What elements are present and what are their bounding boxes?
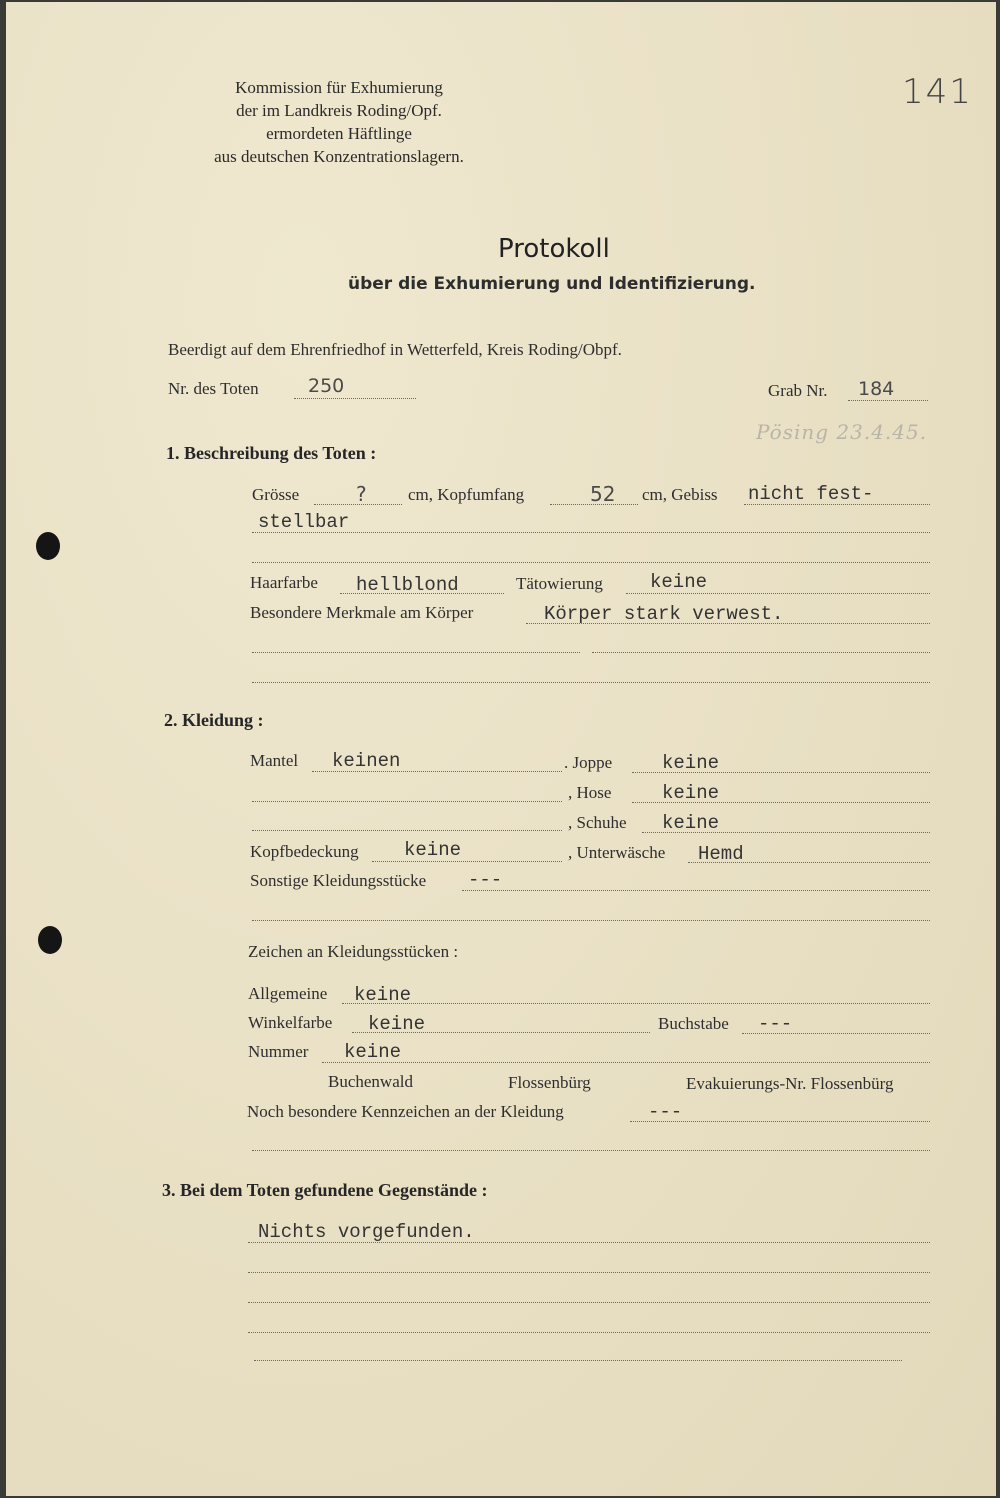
header-line: der im Landkreis Roding/Opf. bbox=[236, 101, 442, 120]
document-subtitle: über die Exhumierung und Identifizierung. bbox=[348, 274, 756, 294]
special-clothing-marks-label: Noch besondere Kennzeichen an der Kleidung bbox=[247, 1102, 564, 1121]
special-clothing-marks-value: --- bbox=[648, 1101, 683, 1123]
general-marks-label: Allgemeine bbox=[248, 984, 328, 1003]
other-clothing-label: Sonstige Kleidungsstücke bbox=[250, 871, 427, 890]
tattoo-value: keine bbox=[650, 571, 708, 593]
tattoo-label: Tätowierung bbox=[516, 574, 603, 593]
header-line: ermordeten Häftlinge bbox=[266, 124, 412, 143]
underwear-label: , Unterwäsche bbox=[568, 843, 666, 862]
letter-value: --- bbox=[758, 1013, 793, 1035]
other-clothing-value: --- bbox=[468, 869, 503, 891]
grave-number-value: 184 bbox=[858, 378, 895, 400]
clothing-marks-label: Zeichen an Kleidungsstücken : bbox=[248, 942, 459, 961]
letter-label: Buchstabe bbox=[658, 1014, 729, 1033]
number-label: Nummer bbox=[248, 1042, 309, 1061]
height-label: Grösse bbox=[252, 485, 300, 504]
jacket-label: . Joppe bbox=[564, 753, 613, 772]
teeth-value: nicht fest- bbox=[748, 483, 874, 505]
dead-number-label: Nr. des Toten bbox=[168, 379, 259, 398]
shoes-value: keine bbox=[662, 812, 720, 834]
hair-color-label: Haarfarbe bbox=[250, 573, 318, 592]
protocol-document bbox=[6, 2, 996, 1496]
burial-location: Beerdigt auf dem Ehrenfriedhof in Wetterfeld, Kreis Roding/Obpf. bbox=[168, 340, 622, 359]
shoes-label: , Schuhe bbox=[568, 813, 627, 832]
evacuation-number-label: Evakuierungs-Nr. Flossenbürg bbox=[686, 1074, 894, 1093]
trousers-label: , Hose bbox=[568, 783, 612, 802]
section-3-heading: 3. Bei dem Toten gefundene Gegenstände : bbox=[162, 1180, 488, 1200]
found-items-value: Nichts vorgefunden. bbox=[258, 1221, 475, 1243]
buchenwald-label: Buchenwald bbox=[328, 1072, 413, 1091]
teeth-label: cm, Gebiss bbox=[642, 485, 718, 504]
section-1-heading: 1. Beschreibung des Toten : bbox=[166, 443, 377, 463]
punch-hole bbox=[36, 532, 60, 560]
head-circumference-label: cm, Kopfumfang bbox=[408, 485, 525, 504]
head-circumference-value: 52 bbox=[590, 482, 616, 506]
jacket-value: keine bbox=[662, 752, 720, 774]
header-line: aus deutschen Konzentrationslagern. bbox=[214, 147, 464, 166]
teeth-value-continued: stellbar bbox=[258, 511, 350, 533]
coat-label: Mantel bbox=[250, 751, 299, 770]
commission-header bbox=[184, 76, 494, 168]
underwear-value: Hemd bbox=[698, 843, 744, 865]
header-line: Kommission für Exhumierung bbox=[235, 78, 443, 97]
dead-number-value: 250 bbox=[308, 375, 345, 397]
section-2-heading: 2. Kleidung : bbox=[164, 710, 264, 730]
flossenbuerg-label: Flossenbürg bbox=[508, 1073, 591, 1092]
hair-color-value: hellblond bbox=[356, 574, 459, 596]
headwear-value: keine bbox=[404, 839, 462, 861]
special-marks-label: Besondere Merkmale am Körper bbox=[250, 603, 474, 622]
headwear-label: Kopfbedeckung bbox=[250, 842, 359, 861]
coat-value: keinen bbox=[332, 750, 401, 772]
document-title: Protokoll bbox=[498, 234, 610, 264]
grave-number-label: Grab Nr. bbox=[768, 381, 828, 400]
page-number: 141 bbox=[902, 72, 973, 112]
triangle-color-label: Winkelfarbe bbox=[248, 1013, 333, 1032]
height-value: ? bbox=[356, 482, 367, 506]
trousers-value: keine bbox=[662, 782, 720, 804]
pencil-annotation: Pösing 23.4.45. bbox=[756, 420, 928, 444]
triangle-color-value: keine bbox=[368, 1013, 426, 1035]
special-marks-value: Körper stark verwest. bbox=[544, 603, 784, 625]
number-value: keine bbox=[344, 1041, 402, 1063]
general-marks-value: keine bbox=[354, 984, 412, 1006]
punch-hole bbox=[38, 926, 62, 954]
